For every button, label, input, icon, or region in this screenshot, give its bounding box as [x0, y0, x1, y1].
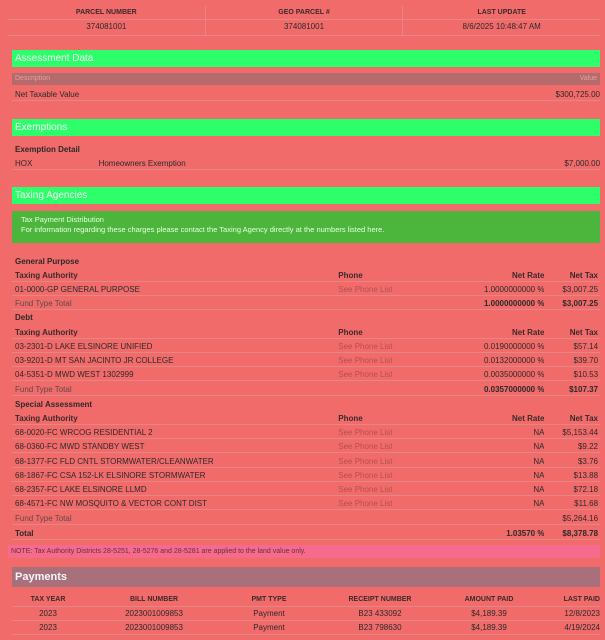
- phone-list-link[interactable]: See Phone List: [338, 284, 393, 294]
- net-rate: 0.0132000000 %: [483, 355, 545, 365]
- phone-list-link[interactable]: See Phone List: [338, 427, 393, 437]
- table-row: [12, 606, 600, 621]
- authority-column: Taxing Authority: [15, 270, 78, 280]
- fund-total-tax: $3,007.25: [562, 298, 599, 308]
- amount-paid-column: AMOUNT PAID: [464, 595, 514, 603]
- fund-type-total-label: Fund Type Total: [15, 513, 72, 523]
- net-taxable-label: Net Taxable Value: [15, 89, 80, 99]
- table-row: [12, 455, 600, 468]
- tax-year-column: TAX YEAR: [30, 595, 66, 603]
- amount-paid: $4,189.39: [471, 622, 507, 632]
- table-row: [12, 620, 600, 635]
- phone-list-link[interactable]: See Phone List: [338, 498, 393, 508]
- tax-column: Net Tax: [569, 270, 599, 280]
- table-row: [12, 283, 600, 296]
- net-tax: $11.68: [574, 498, 599, 508]
- net-tax: $3.76: [577, 456, 599, 466]
- net-tax: $39.70: [573, 355, 599, 365]
- bill-number: 2023001009853: [125, 622, 183, 632]
- net-tax: $5,153.44: [562, 427, 599, 437]
- grand-total-label: Total: [15, 528, 34, 538]
- net-tax: $57.14: [573, 341, 599, 351]
- payments-table-header: [12, 592, 600, 607]
- authority-name: 68-0020-FC WRCOG RESIDENTIAL 2: [15, 427, 153, 437]
- net-rate: NA: [533, 441, 545, 451]
- fund-type-total-label: Fund Type Total: [15, 384, 72, 394]
- last-paid: 12/8/2023: [564, 608, 600, 618]
- bill-number-column: BILL NUMBER: [129, 595, 179, 603]
- last-paid-column: LAST PAID: [563, 595, 600, 603]
- fund-total-rate: 0.0357000000 %: [483, 384, 545, 394]
- receipt-number-column: RECEIPT NUMBER: [348, 595, 412, 603]
- tax-distribution-text: For information regarding these charges please contact the Taxing Agency directly at the numbers listed here.: [21, 225, 385, 234]
- pmt-type: Payment: [253, 608, 285, 618]
- authority-name: 68-0360-FC MWD STANDBY WEST: [15, 441, 145, 451]
- authority-column: Taxing Authority: [15, 413, 78, 423]
- taxing-agencies-section-header[interactable]: Taxing Agencies: [12, 187, 600, 204]
- grand-total-tax: $8,378.78: [562, 528, 599, 538]
- net-tax: $10.53: [573, 369, 599, 379]
- net-taxable-value: $300,725.00: [555, 89, 600, 99]
- authority-name: 68-1377-FC FLD CNTL STORMWATER/CLEANWATER: [15, 456, 214, 466]
- last-update-value: 8/6/2025 10:48:47 AM: [462, 22, 541, 31]
- special-table-header: [12, 412, 600, 425]
- authority-name: 01-0000-GP GENERAL PURPOSE: [15, 284, 140, 294]
- phone-column: Phone: [338, 270, 363, 280]
- table-row: [12, 354, 600, 367]
- special-assessment-label: Special Assessment: [15, 400, 93, 409]
- tax-year: 2023: [39, 608, 57, 618]
- rate-column: Net Rate: [512, 270, 545, 280]
- general-purpose-label: General Purpose: [15, 257, 80, 266]
- last-paid: 4/19/2024: [564, 622, 600, 632]
- assessment-section-header[interactable]: Assessment Data: [12, 50, 600, 67]
- net-rate: NA: [533, 498, 545, 508]
- bill-number: 2023001009853: [125, 608, 183, 618]
- table-row: [12, 483, 600, 496]
- phone-list-link[interactable]: See Phone List: [338, 470, 393, 480]
- rate-column: Net Rate: [512, 327, 545, 337]
- authority-name: 68-2357-FC LAKE ELSINORE LLMD: [15, 484, 147, 494]
- general-table-header: [12, 269, 600, 282]
- phone-list-link[interactable]: See Phone List: [338, 369, 393, 379]
- authority-name: 03-9201-D MT SAN JACINTO JR COLLEGE: [15, 355, 174, 365]
- geo-parcel-header: GEO PARCEL #: [206, 6, 404, 19]
- authority-name: 68-1867-FC CSA 152-LK ELSINORE STORMWATER: [15, 470, 206, 480]
- description-column: Description: [15, 75, 51, 82]
- fund-type-total-row: [12, 297, 600, 310]
- fund-type-total-row: [12, 512, 600, 525]
- exemption-row: [12, 157, 600, 170]
- grand-total-rate: 1.03570 %: [506, 528, 545, 538]
- debt-table-header: [12, 326, 600, 339]
- tax-column: Net Tax: [569, 327, 599, 337]
- net-tax: $9.22: [577, 441, 599, 451]
- net-rate: NA: [533, 484, 545, 494]
- net-rate: NA: [533, 470, 545, 480]
- net-rate: 1.0000000000 %: [483, 284, 545, 294]
- receipt-number: B23 433092: [358, 608, 402, 618]
- assessment-row: [12, 88, 600, 101]
- exemption-description: Homeowners Exemption: [98, 158, 186, 168]
- net-tax: $3,007.25: [562, 284, 599, 294]
- amount-paid: $4,189.39: [471, 608, 507, 618]
- parcel-table: [8, 6, 600, 36]
- debt-label: Debt: [15, 313, 33, 322]
- authority-name: 03-2301-D LAKE ELSINORE UNIFIED: [15, 341, 153, 351]
- tax-column: Net Tax: [569, 413, 599, 423]
- geo-parcel-value: 374081001: [206, 20, 404, 35]
- table-row: [12, 497, 600, 510]
- net-rate: NA: [533, 427, 545, 437]
- authority-name: 04-5351-D MWD WEST 1302999: [15, 369, 134, 379]
- authority-column: Taxing Authority: [15, 327, 78, 337]
- fund-total-rate: 1.0000000000 %: [483, 298, 545, 308]
- table-row: [12, 426, 600, 439]
- fund-type-total-label: Fund Type Total: [15, 298, 72, 308]
- phone-list-link[interactable]: See Phone List: [338, 484, 393, 494]
- phone-list-link[interactable]: See Phone List: [338, 341, 393, 351]
- net-rate: 0.0190000000 %: [483, 341, 545, 351]
- phone-list-link[interactable]: See Phone List: [338, 456, 393, 466]
- phone-column: Phone: [338, 413, 363, 423]
- tax-year: 2023: [39, 622, 57, 632]
- assessment-column-header: [12, 73, 600, 85]
- authority-name: 68-4571-FC NW MOSQUITO & VECTOR CONT DIST: [15, 498, 208, 508]
- exemptions-section-header[interactable]: Exemptions: [12, 119, 600, 136]
- table-row: [12, 469, 600, 482]
- net-tax: $13.88: [573, 470, 599, 480]
- rate-column: Net Rate: [512, 413, 545, 423]
- receipt-number: B23 798630: [358, 622, 402, 632]
- phone-list-link[interactable]: See Phone List: [338, 441, 393, 451]
- exemption-code: HOX: [15, 158, 33, 168]
- fund-total-tax: $107.37: [569, 384, 599, 394]
- pmt-type-column: PMT TYPE: [251, 595, 287, 603]
- fund-total-tax: $5,264.16: [562, 513, 599, 523]
- last-update-header: LAST UPDATE: [477, 9, 526, 16]
- net-tax: $72.18: [573, 484, 599, 494]
- tax-distribution-box: [12, 211, 600, 243]
- payments-section-header[interactable]: Payments: [12, 567, 600, 587]
- exemption-detail-label: Exemption Detail: [15, 145, 80, 154]
- fund-type-total-row: [12, 383, 600, 396]
- parcel-number-value: 374081001: [8, 20, 206, 35]
- exemption-value: $7,000.00: [564, 158, 601, 168]
- tax-distribution-title: Tax Payment Distribution: [21, 215, 104, 224]
- pmt-type: Payment: [253, 622, 285, 632]
- table-row: [12, 440, 600, 453]
- value-column: Value: [579, 75, 597, 82]
- tax-note: NOTE: Tax Authority Districts 28-5251, 28-5276 and 28-5281 are applied to the land value only.: [8, 545, 600, 558]
- net-rate: NA: [533, 456, 545, 466]
- phone-list-link[interactable]: See Phone List: [338, 355, 393, 365]
- phone-column: Phone: [338, 327, 363, 337]
- parcel-number-header: PARCEL NUMBER: [8, 6, 206, 19]
- table-row: [12, 368, 600, 381]
- grand-total-row: [12, 527, 600, 540]
- table-row: [12, 340, 600, 353]
- net-rate: 0.0035000000 %: [483, 369, 545, 379]
